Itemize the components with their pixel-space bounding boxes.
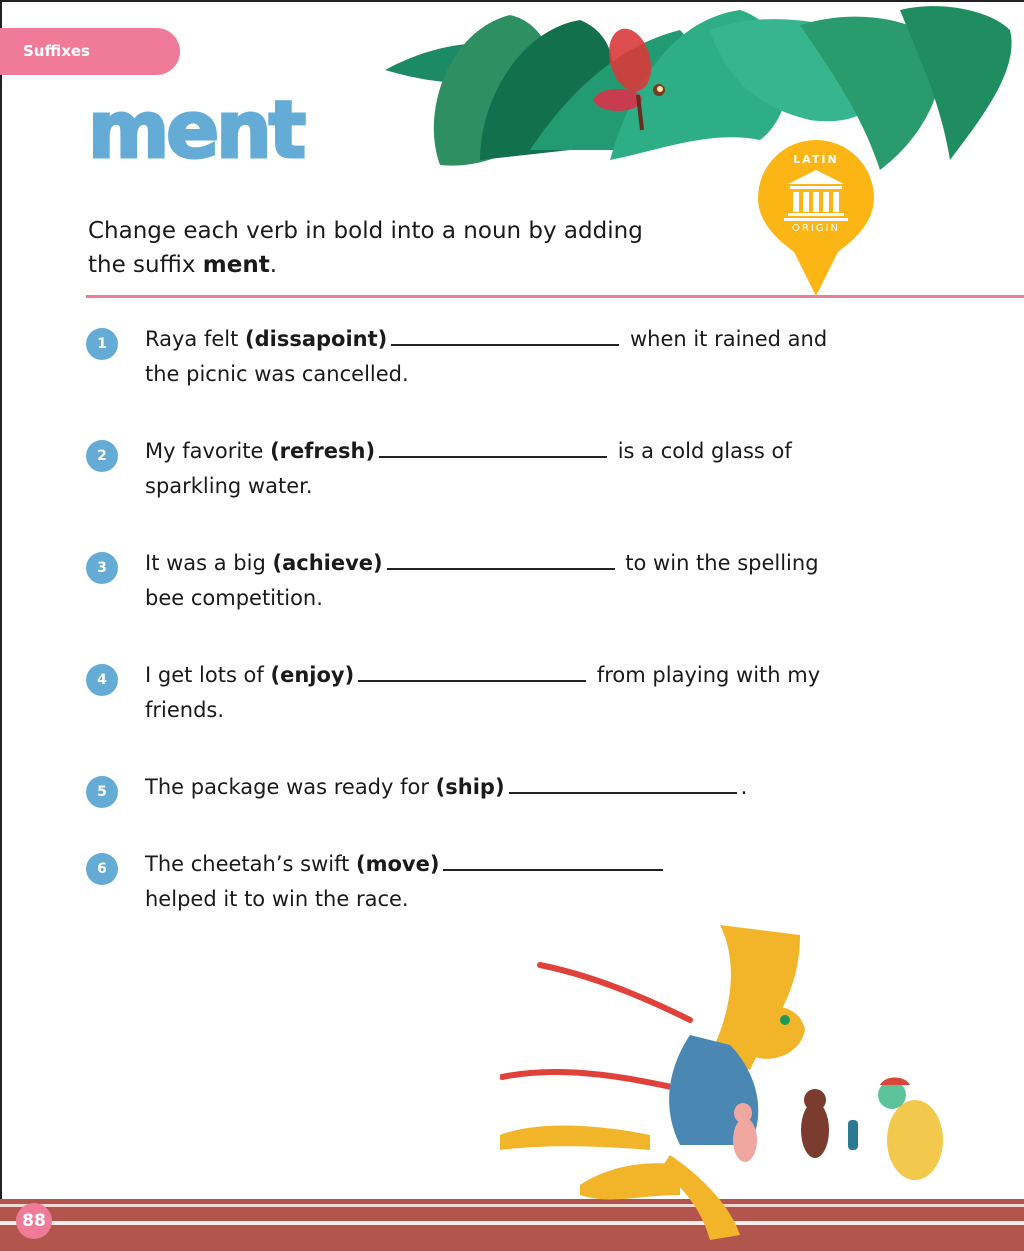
question-number-badge: 4: [86, 664, 118, 696]
answer-blank[interactable]: [509, 770, 737, 794]
race-illustration: [500, 905, 1024, 1251]
latin-origin-badge: [758, 140, 874, 298]
question-before: It was a big: [145, 551, 273, 575]
question-item: [86, 658, 846, 770]
page-number: 88: [16, 1203, 52, 1239]
question-after: when it rained and the picnic was cancelled.: [145, 327, 828, 386]
instruction-text: Change each verb in bold into a noun by adding the suffix: [88, 218, 643, 278]
question-before: Raya felt: [145, 327, 246, 351]
question-item: [86, 322, 846, 434]
question-item: [86, 770, 846, 847]
question-before: The cheetah’s swift: [145, 852, 357, 876]
question-after: from playing with my friends.: [145, 663, 821, 722]
question-text: [145, 770, 845, 805]
question-number-badge: 2: [86, 440, 118, 472]
instruction-suffix-bold: ment: [202, 252, 270, 278]
turtle-icon: [848, 1078, 943, 1181]
question-text: [145, 434, 845, 504]
question-list: [86, 322, 846, 959]
question-after: .: [740, 775, 748, 799]
question-number-badge: 5: [86, 776, 118, 808]
question-after: to win the spelling bee competition.: [145, 551, 819, 610]
answer-blank[interactable]: [443, 847, 663, 871]
leaf-icon: [385, 6, 1012, 170]
question-item: [86, 546, 846, 658]
instructions: [88, 214, 648, 282]
question-text: [145, 546, 845, 616]
question-verb: (enjoy): [270, 663, 355, 687]
question-after: is a cold glass of sparkling water.: [145, 439, 792, 498]
divider: [86, 295, 1024, 298]
answer-blank[interactable]: [387, 546, 615, 570]
question-before: My favorite: [145, 439, 271, 463]
origin-label-bottom: ORIGIN: [792, 223, 840, 234]
question-verb: (move): [356, 852, 440, 876]
instruction-end: .: [269, 252, 278, 278]
question-verb: (refresh): [270, 439, 376, 463]
leaves-illustration: [380, 0, 1024, 175]
question-before: I get lots of: [145, 663, 271, 687]
question-item: [86, 434, 846, 546]
question-number-badge: 1: [86, 328, 118, 360]
question-verb: (dissapoint): [245, 327, 388, 351]
question-number-badge: 3: [86, 552, 118, 584]
question-before: The package was ready for: [145, 775, 436, 799]
monkey-icon: [801, 1089, 829, 1158]
question-text: [145, 322, 845, 392]
answer-blank[interactable]: [391, 322, 619, 346]
origin-label-top: LATIN: [793, 153, 839, 166]
answer-blank[interactable]: [379, 434, 607, 458]
question-verb: (ship): [435, 775, 505, 799]
section-tab: Suffixes: [0, 28, 180, 75]
page-title: ment: [88, 86, 303, 176]
question-after: helped it to win the race.: [145, 887, 409, 911]
question-text: [145, 658, 845, 728]
question-verb: (achieve): [272, 551, 383, 575]
answer-blank[interactable]: [358, 658, 586, 682]
question-number-badge: 6: [86, 853, 118, 885]
